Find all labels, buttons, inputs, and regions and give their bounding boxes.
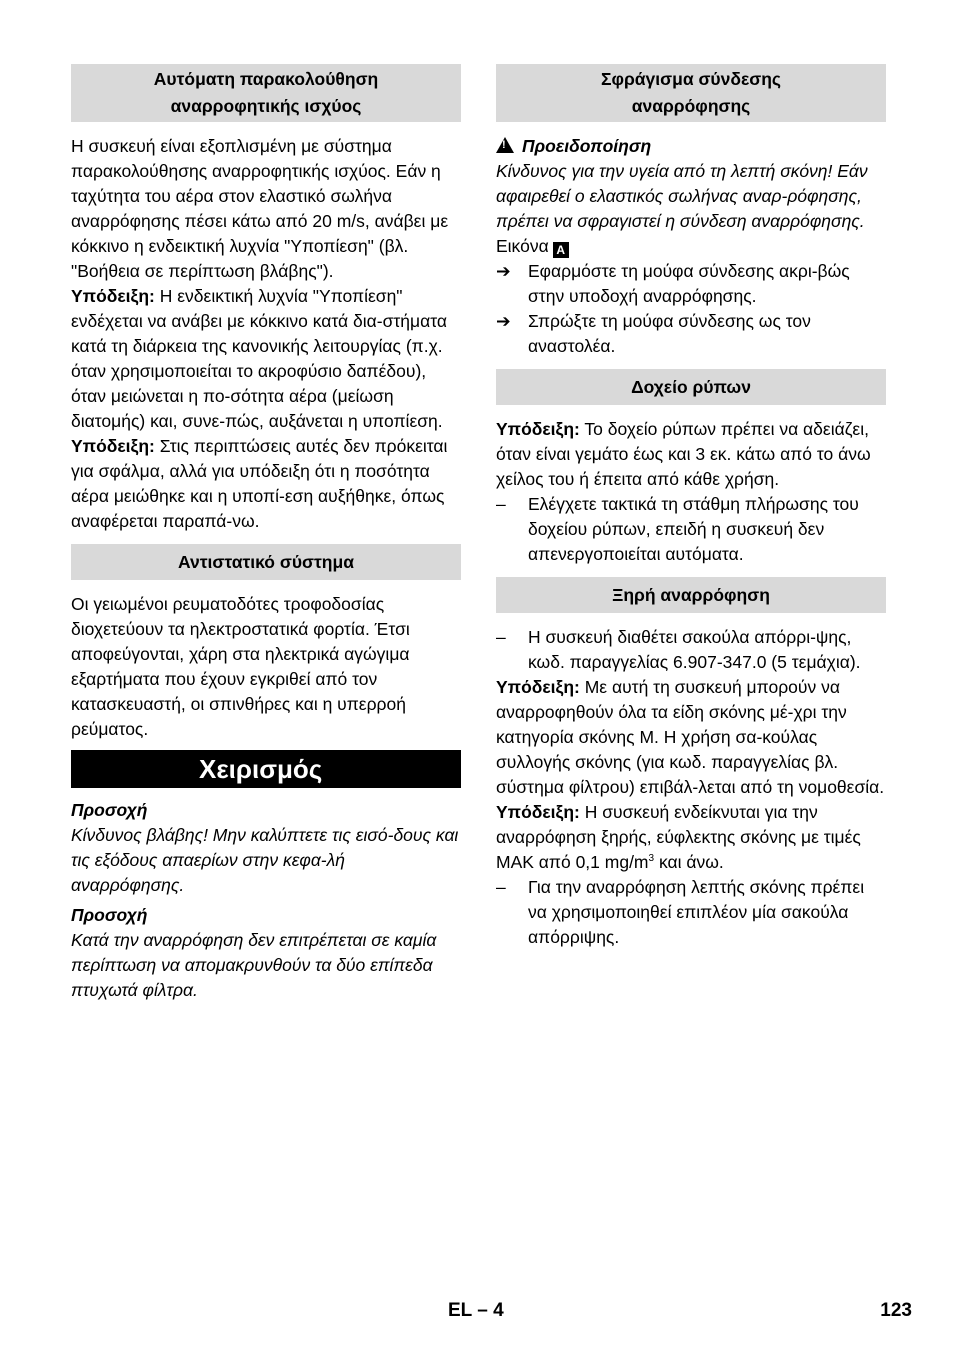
arrow-icon: ➔ xyxy=(496,261,511,281)
note-paragraph xyxy=(496,417,886,492)
warning-label: Προειδοποίηση xyxy=(522,136,652,156)
note-text: Με αυτή τη συσκευή μπορούν να αναρροφηθούν όλα τα είδη σκόνης μέ-χρι την κατηγορία σκόνης M. Η χρήση σα-κούλας συλλογής σκόνης (για κωδ. παραγγελίας βλ. σύστημα φίλτρου) επιβάλ-λεται από τη νομοθεσία. xyxy=(496,677,885,797)
section-heading-suction-monitoring xyxy=(71,64,461,122)
list-item xyxy=(496,875,886,950)
note-text: Η ενδεικτική λυχνία "Υποπίεση" ενδέχεται να ανάβει με κόκκινο κατά δια-στήματα κατά τη διάρκεια της κανονικής λειτουργίας (π.χ. όταν χρησιμοποιείται το ακροφύσιο δαπέδου), όταν μειώνεται η πο-σότητα αέρα (μείωση διατομής) και, συνε-πώς, αυξάνεται η υποπίεση. xyxy=(71,286,447,431)
step-text: Σπρώξτε τη μούφα σύνδεσης ως τον αναστολέα. xyxy=(528,311,811,356)
figure-label: Εικόνα xyxy=(496,236,549,256)
section-heading-dirt-container: Δοχείο ρύπων xyxy=(496,369,886,405)
dash-bullet: – xyxy=(496,627,506,647)
heading-line-1: Σφράγισμα σύνδεσης xyxy=(600,69,782,89)
caution-text: Κίνδυνος βλάβης! Μην καλύπτετε τις εισό-δους και τις εξόδους απαερίων στην κεφα-λή αναρρόφησης. xyxy=(71,825,459,895)
note-label: Υπόδειξη: xyxy=(496,419,580,439)
caution-label: Προσοχή xyxy=(71,800,148,820)
caution-label: Προσοχή xyxy=(71,905,148,925)
note-text-tail: και άνω. xyxy=(654,852,724,872)
footer-section: – 4 xyxy=(477,1300,504,1321)
footer-language-section xyxy=(448,1298,504,1323)
right-column xyxy=(496,64,886,950)
dash-bullet: – xyxy=(496,494,506,514)
dash-bullet: – xyxy=(496,877,506,897)
note-label: Υπόδειξη: xyxy=(496,677,580,697)
instruction-step xyxy=(496,309,886,359)
arrow-icon: ➔ xyxy=(496,311,511,331)
item-text: Η συσκευή διαθέτει σακούλα απόρρι-ψης, κωδ. παραγγελίας 6.907-347.0 (5 τεμάχια). xyxy=(528,627,861,672)
heading-line-2: αναρροφητικής ισχύος xyxy=(170,96,362,116)
item-text: Για την αναρρόφηση λεπτής σκόνης πρέπει να χρησιμοποιηθεί επιπλέον μία σακούλα απόρριψης. xyxy=(528,877,865,947)
section-heading-dry-vacuuming: Ξηρή αναρρόφηση xyxy=(496,577,886,613)
note-label: Υπόδειξη: xyxy=(71,436,155,456)
note-paragraph xyxy=(71,434,461,534)
heading-line-2: αναρρόφησης xyxy=(631,96,751,116)
list-item xyxy=(496,625,886,675)
left-column xyxy=(71,64,461,1003)
warning-text: Κίνδυνος για την υγεία από τη λεπτή σκόνη! Εάν αφαιρεθεί ο ελαστικός σωλήνας αναρ-ρόφησης, πρέπει να σφραγιστεί η σύνδεση αναρρόφησης. xyxy=(496,161,868,231)
instruction-step xyxy=(496,259,886,309)
paragraph: Οι γειωμένοι ρευματοδότες τροφοδοσίας διοχετεύουν τα ηλεκτροστατικά φορτία. Έτσι αποφεύγονται, χάρη στα ηλεκτρικά αγώγιμα εξαρτήματα που έχουν εγκριθεί από τον κατασκευαστή, οι σπινθήρες και η υπερροή ρεύματος. xyxy=(71,594,410,739)
note-text: Το δοχείο ρύπων πρέπει να αδειάζει, όταν είναι γεμάτο έως και 3 εκ. κάτω από το άνω χείλος του ή έπειτα από κάθε χρήση. xyxy=(496,419,871,489)
warning-triangle-icon xyxy=(496,137,514,153)
figure-reference xyxy=(496,234,886,259)
note-paragraph xyxy=(496,800,886,875)
main-heading-operation: Χειρισμός xyxy=(71,750,461,788)
note-label: Υπόδειξη: xyxy=(71,286,155,306)
superscript: 3 xyxy=(648,853,655,865)
note-label: Υπόδειξη: xyxy=(496,802,580,822)
note-text: Η συσκευή ενδείκνυται για την αναρρόφηση ξηρής, εύφλεκτης σκόνης με τιμές MAK από 0,1 mg/m xyxy=(496,802,861,872)
step-text: Εφαρμόστε τη μούφα σύνδεσης ακρι-βώς στην υποδοχή αναρρόφησης. xyxy=(528,261,850,306)
heading-line-1: Αυτόματη παρακολούθηση xyxy=(153,69,379,89)
item-text: Ελέγχετε τακτικά τη στάθμη πλήρωσης του δοχείου ρύπων, επειδή η συσκευή δεν απενεργοποιείται αυτόματα. xyxy=(528,494,859,564)
figure-a-icon: A xyxy=(553,242,569,258)
paragraph: Η συσκευή είναι εξοπλισμένη με σύστημα παρακολούθησης αναρροφητικής ισχύος. Εάν η ταχύτητα του αέρα στον ελαστικό σωλήνα αναρρόφησης πέσει κάτω από 20 m/s, ανάβει με κόκκινο η ενδεικτική λυχνία "Υποπίεση" (βλ. "Βοήθεια σε περίπτωση βλάβης"). xyxy=(71,136,449,281)
list-item xyxy=(496,492,886,567)
note-paragraph xyxy=(71,284,461,434)
note-paragraph xyxy=(496,675,886,800)
warning-heading xyxy=(496,134,886,159)
note-text: Στις περιπτώσεις αυτές δεν πρόκειται για σφάλμα, αλλά για υπόδειξη ότι η ποσότητα αέρα μειώθηκε και η υποπί-εση αυξήθηκε, όπως αναφέρεται παραπά-νω. xyxy=(71,436,448,531)
section-heading-seal-connection xyxy=(496,64,886,122)
footer-language: EL xyxy=(448,1300,472,1321)
section-heading-antistatic: Αντιστατικό σύστημα xyxy=(71,544,461,580)
page-number: 123 xyxy=(880,1300,912,1321)
caution-text: Κατά την αναρρόφηση δεν επιτρέπεται σε καμία περίπτωση να απομακρυνθούν τα δύο επίπεδα πτυχωτά φίλτρα. xyxy=(71,930,437,1000)
